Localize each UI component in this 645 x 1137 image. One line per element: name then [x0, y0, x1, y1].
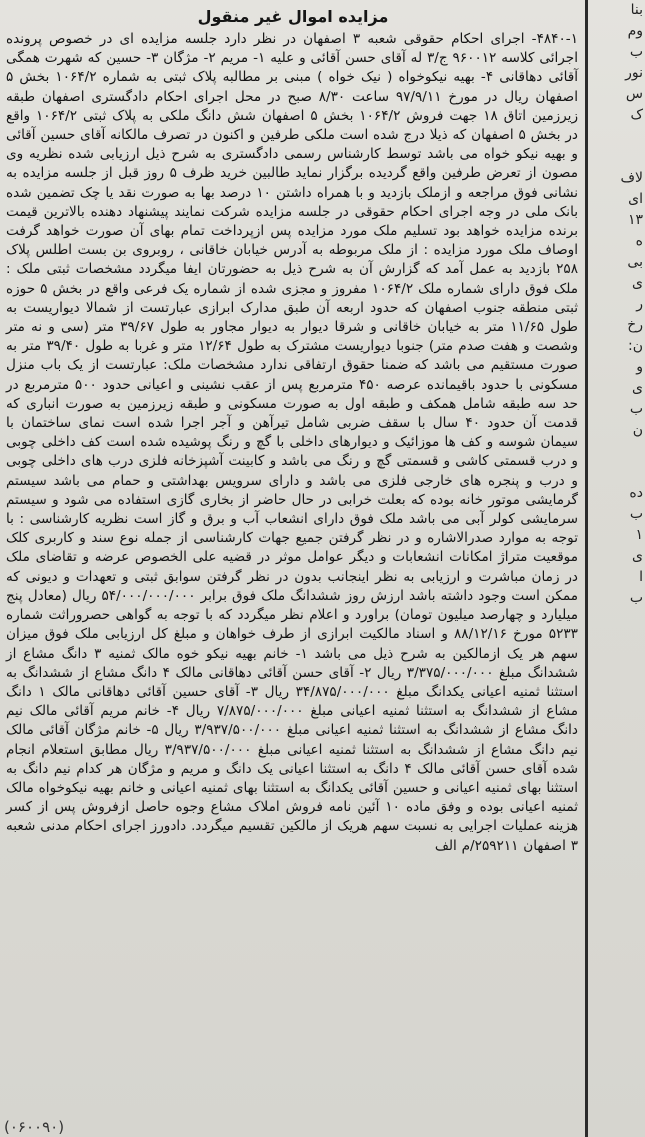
bottom-handwriting: (۰۶۰۰۹۰) — [4, 1118, 65, 1136]
adjacent-fragment: س — [625, 86, 643, 102]
adjacent-fragment: ن — [632, 422, 643, 438]
adjacent-fragment: ک — [630, 107, 643, 123]
adjacent-fragment: ب — [629, 44, 643, 60]
adjacent-fragment: ده — [629, 485, 643, 501]
adjacent-fragment: ی — [632, 275, 643, 291]
adjacent-fragment: ب — [629, 401, 643, 417]
column-divider — [585, 0, 588, 1137]
adjacent-fragment: بنا — [630, 2, 643, 18]
adjacent-fragment: نور — [625, 65, 643, 81]
adjacent-fragment: ب — [629, 590, 643, 606]
notice-body: ۴۸۴۰-۱- اجرای احکام حقوقی شعبه ۳ اصفهان در نظر دارد جلسه مزایده ای در خصوص پرونده اجرائی کلاسه ۹۶۰۰۱۲ ج/۳ له آقای حسن آقائی و علیه ۱- مریم ۲- مژگان ۳- حسین که شهرت همگی آقائی دهاقانی ۴- بهیه نیکوخواه ( نیک خواه ) مبنی بر مطالبه پلاک ثبتی به شماره ۱۰۶۴/۲ بخش ۵ اصفهان ریال در مورخ ۹۷/۹/۱۱ ساعت ۸/۳۰ صبح در محل اجرای احکام دادگستری اصفهان طبقه زیرزمین اتاق ۱۸ جهت فروش ۱۰۶۴/۲ بخش ۵ اصفهان شش دانگ ملکی به پلاک ثبتی ۱۰۶۴/۲ واقع در بخش ۵ اصفهان که ذیلا درج شده است ملکی طرفین و اکنون در تصرف مالکانه آقای حسین آقائی و بهیه نیکو خواه می باشد توسط کارشناس رسمی دادگستری به شرح ذیل ارزیابی شده نظریه وی مصون از تعرض طرفین واقع گردیده برگزار نماید طالبین خرید ظرف ۵ روز قبل از جلسه مزایده به نشانی فوق مراجعه و ازملک بازدید و با همراه داشتن ۱۰ درصد بها به صورت نقد یا چک تضمین شده بانک ملی در وجه اجرای احکام حقوقی در جلسه مزایده شرکت نمایند پیشنهاد دهنده بالاترین قیمت برنده مزایده خواهد بود تسلیم ملک مورد مزایده پس ازپرداخت تمام بهای آن صورت خواهد گرفت اوصاف ملک مورد مزایده : از ملک مربوطه به آدرس خیابان خاقانی ، روبروی بن بست اطلس پلاک ۲۵۸ بازدید به عمل آمد که گزارش آن به شرح ذیل به حضورتان ایفا میگردد مشخصات ثبتی ملک : ملک فوق دارای شماره ملک ۱۰۶۴/۲ مفروز و مجزی شده از شماره یک فرعی واقع در بخش ۵ حوزه ثبتی منطقه جنوب اصفهان که حدود اربعه آن طبق مدارک ابرازی عبارتست از شمالا دیواریست به طول ۱۱/۶۵ متر به خیابان خاقانی و شرقا دیوار به دیوار مجاور به طول ۳۹/۶۷ متر (سی و نه متر وشصت و هفت صدم متر) جنوبا دیواریست مشترک به طول ۱۲/۶۴ متر و غربا به طول ۳۹/۴۰ متر به صورت مستقیم می باشد که ضمنا حقوق ارتفاقی ندارد مشخصات ملک: عبارتست از یک باب منزل مسکونی با حدود باقیمانده عرصه ۴۵۰ مترمربع پس از عقب نشینی و اعیانی حدود ۵۰۰ مترمربع در حد سه طبقه شامل همکف و طبقه اول به صورت مسکونی و طبقه زیرزمین به صورت انباری که قدمت آن حدود ۴۰ سال با سقف ضربی شامل تیرآهن و آجر اجرا شده است نمای ساختمان با سیمان شوسه و کف ها موزائیک و دیوارهای داخلی با گچ و رنگ پوشیده شده است کف داخلی چوبی و درب قسمتی کاشی و قسمتی گچ و رنگ می باشد و کابینت آشپزخانه فلزی درب های داخلی چوبی و درب و پنجره های خارجی فلزی می باشد و دارای سرویس بهداشتی و حمام می باشد سیستم گرمایشی موتور خانه بوده که بعلت خرابی در حال حاضر از بخاری گازی استفاده می شود و سیستم سرمایشی کولر آبی می باشد ملک فوق دارای انشعاب آب و برق و گاز است نظریه کارشناسی : با توجه به موارد صدرالاشاره و در نظر گرفتن جمیع جهات کارشناسی از جمله نوع سند و کاربری کلک موقعیت متراژ امکانات انشعابات و دیگر عوامل موثر در قضیه علی الخصوص عرضه و تقاضای ملک در زمان مباشرت و ارزیابی به نظر اینجانب بدون در نظر گرفتن سوابق ثبتی و تعهدات و دیونی که ممکن است وجود داشته باشد ارزش روز ششدانگ ملک فوق برابر ۵۴/۰۰۰/۰۰۰/۰۰۰ ریال (معادل پنج میلیارد و چهارصد میلیون تومان) براورد و اعلام نظر میگردد که با توجه به گواهی حصروراثت شماره ۵۲۳۳ مورخ ۸۸/۱۲/۱۶ و اسناد مالکیت ابرازی از طرف خواهان و مبلغ کل ارزیابی ملک فوق میزان سهم هر یک ازمالکین به شرح ذیل می باشد ۱- خانم بهیه نیکو خوه مالک ثمنیه ۳ دانگ مشاع از ششدانگ مبلغ ۳/۳۷۵/۰۰۰/۰۰۰ ریال ۲- آقای حسن آقائی دهاقانی مالک ۴ دانگ مشاع از ششدانگ به استثنا ثمنیه اعیانی یکدانگ مبلغ ۳۴/۸۷۵/۰۰۰/۰۰۰ ریال ۳- آقای حسین آقائی دهاقانی مالک ۱ دانگ مشاع از ششدانگ به استثنا ثمنیه اعیانی مبلغ ۷/۸۷۵/۰۰۰/۰۰۰ ریال ۴- خانم مریم آقائی مالک نیم دانگ مشاع از ششدانگ به استثنا ثمنیه اعیانی مبلغ ۳/۹۳۷/۵۰۰/۰۰۰ ریال ۵- خانم مژگان آقائی مالک نیم دانگ مشاع از ششدانگ به استثنا ثمنیه اعیانی مبلغ ۳/۹۳۷/۵۰۰/۰۰۰ ریال مطابق استعلام انجام شده آقای حسن آقائی مالک ۴ دانگ به استثنا اعیانی یک دانگ و مریم و مژگان هر کدام نیم دانگ به استثنا بهای ثمنیه اعیانی و حسین آقائی یکدانگ به استثنا بهای ثمنیه اعیانی و خانم بهیه نیکوخواه مالک ثمنیه اعیانی بوده و وفق ماده ۱۰ آئین نامه فروش املاک مشاع وجوه حاصل ازفروش پس از کسر هزینه عملیات اجرایی به نسبت سهم هریک از مالکین تقسیم میگردد. دادورز اجرای احکام مدنی شعبه ۳ اصفهان ۲۵۹۲۱۱/م الف — [6, 31, 579, 854]
notice-title: مزایده اموال غیر منقول — [197, 7, 389, 26]
adjacent-fragment: رخ — [627, 317, 643, 333]
adjacent-fragment: ه — [635, 233, 643, 249]
adjacent-fragment: ۱۳ — [627, 212, 643, 228]
adjacent-fragment: ن: — [628, 338, 643, 354]
adjacent-fragment: لاف — [620, 170, 643, 186]
adjacent-fragment: ۱ — [635, 527, 643, 543]
adjacent-fragment: ی — [632, 548, 643, 564]
adjacent-column-fragments — [590, 0, 645, 1137]
adjacent-fragment: ای — [628, 191, 643, 207]
adjacent-fragment: ی — [632, 380, 643, 396]
adjacent-fragment: ا — [639, 569, 643, 585]
adjacent-fragment: وم — [627, 23, 643, 39]
adjacent-fragment: و — [636, 359, 643, 375]
auction-notice — [4, 4, 582, 1124]
adjacent-fragment: ر — [636, 296, 643, 312]
adjacent-fragment: بی — [627, 254, 643, 270]
adjacent-fragment: ب — [629, 506, 643, 522]
